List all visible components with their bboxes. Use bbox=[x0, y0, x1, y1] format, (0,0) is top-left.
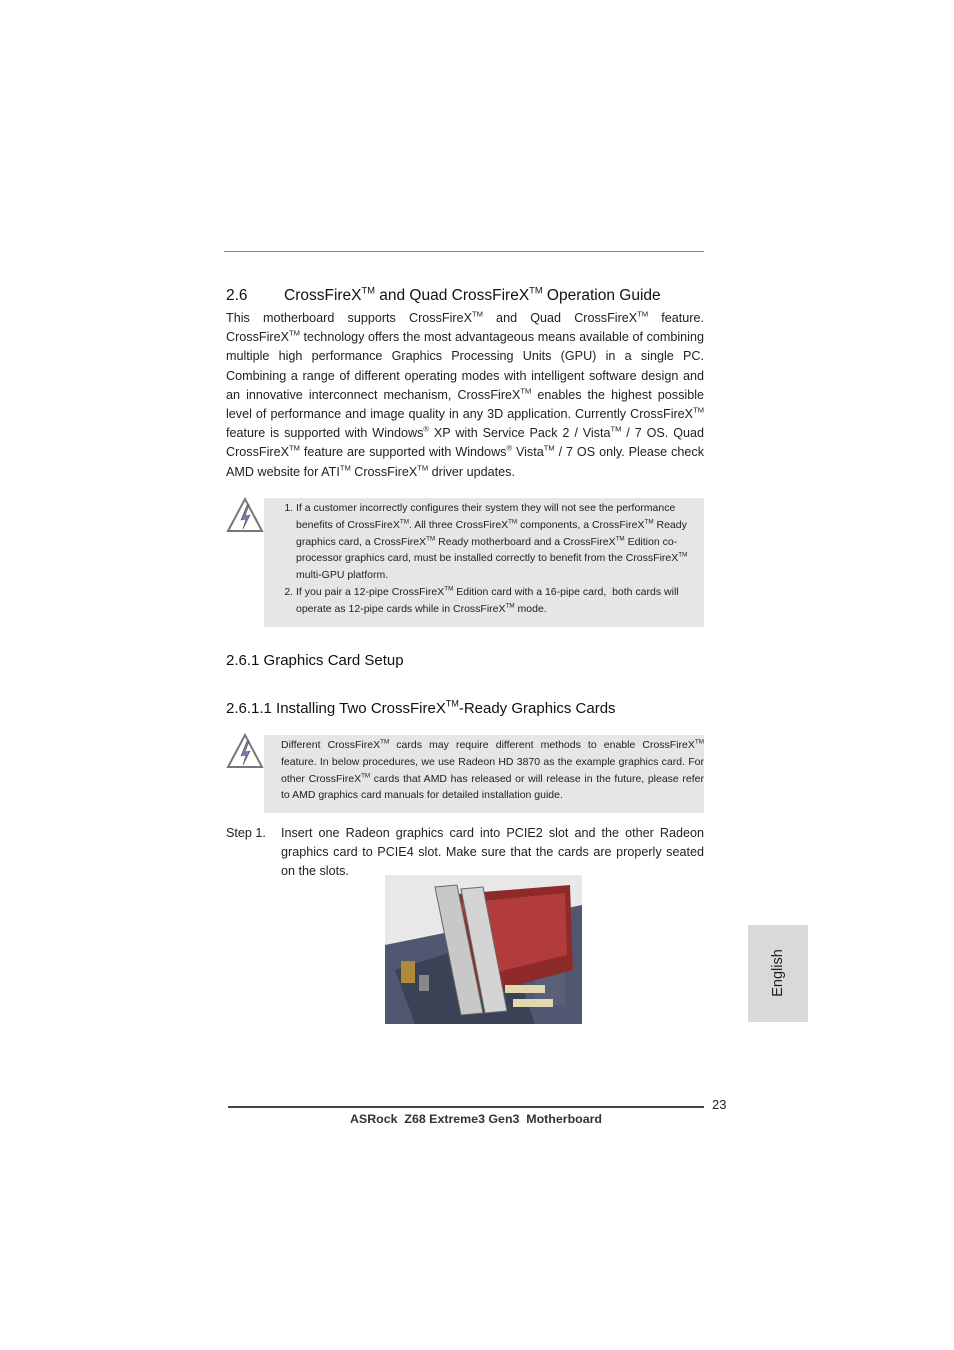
graphics-cards-photo bbox=[385, 875, 582, 1024]
note-box-1 bbox=[264, 498, 704, 627]
section-number: 2.6 bbox=[226, 287, 248, 304]
top-rule bbox=[224, 251, 704, 252]
warning-icon bbox=[226, 496, 264, 534]
warning-icon bbox=[226, 732, 264, 770]
section-title-text: CrossFireX™ and Quad CrossFireX™ Operation Guide bbox=[284, 285, 661, 304]
language-tab bbox=[748, 925, 808, 1022]
section-title bbox=[226, 287, 661, 305]
subsection-title: 2.6.1 Graphics Card Setup bbox=[226, 652, 404, 669]
note-text: Different CrossFireX™ cards may require different methods to enable CrossFireX™ feature. In below procedures, we use Radeon HD 3870 as the example graphics card. For other CrossFireX™ cards that AMD has released or will release in the future, please refer to AMD graphics card manuals for detailed installation guide. bbox=[281, 738, 704, 802]
body-paragraph: This motherboard supports CrossFireX™ and Quad CrossFireX™ feature. CrossFireX™ technology offers the most advantageous means available of combining multiple high performance Graphics Processing Units (GPU) in a single PC. Combining a range of different operating modes with intelligent software design and an innovative interconnect mechanism, CrossFireX™ enables the highest possible level of performance and image quality in any 3D application. Currently CrossFireX™ feature is supported with Windows® XP with Service Pack 2 / Vista™ / 7 OS. Quad CrossFireX™ feature are supported with Windows® Vista™ / 7 OS only. Please check AMD website for ATI™ CrossFireX™ driver updates. bbox=[226, 309, 705, 479]
step-text: Insert one Radeon graphics card into PCIE2 slot and the other Radeon graphics card to PCIE4 slot. Make sure that the cards are properly seated on the slots. bbox=[281, 826, 704, 879]
page-number: 23 bbox=[712, 1097, 727, 1112]
footer: ASRock Z68 Extreme3 Gen3 Motherboard bbox=[349, 1112, 603, 1126]
subsubsection-title: 2.6.1.1 Installing Two CrossFireX™-Ready Graphics Cards bbox=[226, 698, 616, 717]
note-box-2 bbox=[264, 735, 704, 813]
step-1 bbox=[226, 824, 704, 882]
note-list bbox=[264, 500, 704, 618]
bottom-rule bbox=[228, 1106, 704, 1108]
step-label: Step 1. bbox=[226, 826, 266, 840]
language-tab-label: English bbox=[770, 949, 786, 997]
note-item: 1. If a customer incorrectly configures their system they will not see the performance benefits of CrossFireX™. All three CrossFireX™ components, a CrossFireX™ Ready graphics card, a CrossFireX™ Ready motherboard and a CrossFireX™ Edition co-processor graphics card, must be installed correctly to benefit from the CrossFireX™ multi-GPU platform. bbox=[296, 500, 688, 584]
note-item: 2. If you pair a 12-pipe CrossFireX™ Edition card with a 16-pipe card, both cards will operate as 12-pipe cards while in CrossFireX™ mode. bbox=[296, 584, 688, 618]
section-body bbox=[226, 309, 704, 482]
